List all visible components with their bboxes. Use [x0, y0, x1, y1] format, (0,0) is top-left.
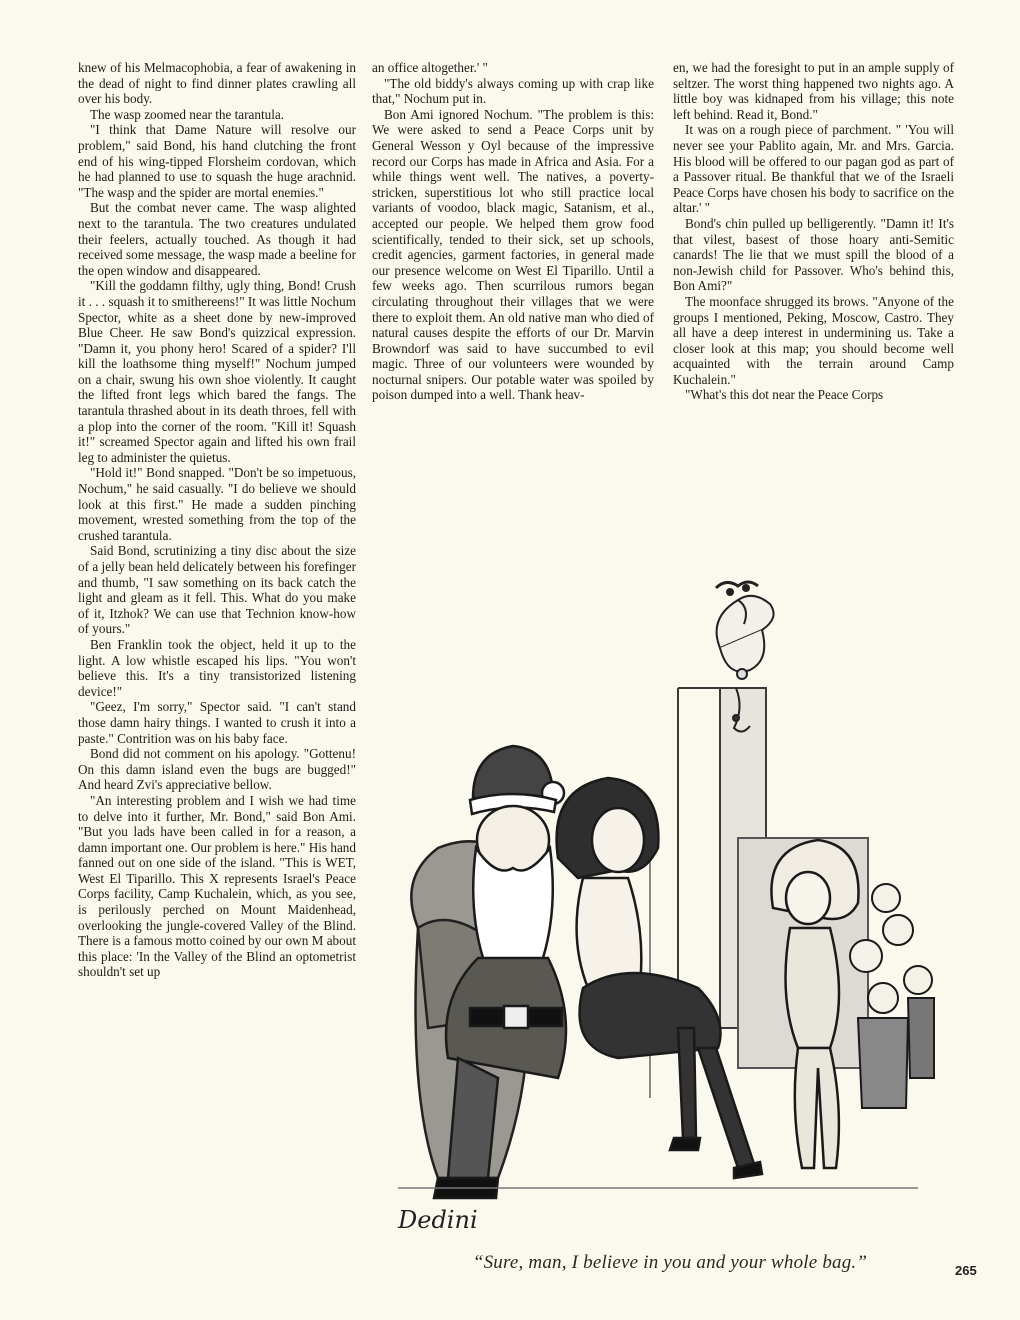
paragraph: knew of his Melmacophobia, a fear of awakening in the dead of night to find dinner plates crawling all over his body. — [78, 60, 356, 107]
paragraph: The moonface shrugged its brows. "Anyone of the groups I mentioned, Peking, Moscow, Castro. They all have a deep interest in undermining us. Take a closer look at this map; you should become well acquainted with the terrain around Camp Kuchalein." — [673, 293, 954, 387]
artist-signature: Dedini — [398, 1206, 478, 1234]
paragraph: "Kill the goddamn filthy, ugly thing, Bond! Crush it . . . squash it to smithereens!" It was little Nochum Spector, white as a sheet done by new-improved Blue Cheer. He saw Bond's quizzical expression. "Damn it, you phony hero! Scared of a spider? I'll kill the loathsome thing myself!" Nochum jumped on a chair, swung his own shoe violently. It caught the lifted front legs which bared the fangs. The tarantula thrashed about in its death throes, fell with a plop into the corner of the room. "Kill it! Squash it!" screamed Spector again and lifted his own frail leg to administer the quietus. — [78, 278, 356, 465]
paragraph: "An interesting problem and I wish we had time to delve into it further, Mr. Bond," said Bon Ami. "But you lads have been called in for a reason, a damn important one. Our problem is here." His hand fanned out on one side of the island. "This is WET, West El Tiparillo. This X represents Israel's Peace Corps facility, Camp Kuchalein, which, as you see, is perilously perched on Mount Maidenhead, overlooking the jungle-covered Valley of the Blind. There is a famous motto coined by our own M about this place: 'In the Valley of the Blind an optometrist shouldn't set up — [78, 792, 356, 980]
paragraph: en, we had the foresight to put in an ample supply of seltzer. The worst thing happened two nights ago. A little boy was kidnaped from his village; this note left behind. Read it, Bond." — [673, 60, 954, 122]
page-number: 265 — [955, 1263, 977, 1278]
paragraph: "Geez, I'm sorry," Spector said. "I can't stand those damn hairy things. I wanted to crush it into a paste." Contrition was on his baby face. — [78, 699, 356, 746]
paragraph: "The old biddy's always coming up with crap like that," Nochum put in. — [372, 75, 654, 107]
cartoon-caption: “Sure, man, I believe in you and your whole bag.” — [472, 1252, 868, 1273]
cartoon-illustration — [378, 578, 938, 1238]
paragraph: Bond's chin pulled up belligerently. "Damn it! It's that vilest, basest of those hoary anti-Semitic canards! The lie that we must spill the blood of a non-Jewish child for Passover. Who's behind this, Bon Ami?" — [673, 215, 954, 294]
paragraph: Bon Ami ignored Nochum. "The problem is this: We were asked to send a Peace Corps unit by General Wesson y Oyl because of the impressive record our Corps has made in Africa and Asia. For a while things went well. The natives, a poverty-stricken, superstitious lot who still practice local variants of voodoo, black magic, Satanism, et al., accepted our people. We helped them grow food scientifically, tended to their sick, set up schools, credit agencies, garment factories, in general made our presence welcome on West El Tiparillo. Until a few weeks ago. Then scurrilous rumors began circulating throughout their villages that we were there to exploit them. An old native man who died of natural causes despite the efforts of our Dr. Marvin Browndorf was said to have succumbed to evil magic. Three of our volunteers were wounded by nocturnal snipers. Our potable water was spoiled by poison dumped into a well. Thank heav- — [372, 106, 654, 403]
paragraph: an office altogether.' " — [372, 60, 488, 75]
text-column-2 — [372, 60, 654, 403]
paragraph: The wasp zoomed near the tarantula. — [90, 106, 285, 122]
paragraph: Bond did not comment on his apology. "Gottenu! On this damn island even the bugs are bugged!" And heard Zvi's appreciative bellow. — [78, 746, 356, 793]
paragraph: "What's this dot near the Peace Corps — [685, 387, 884, 403]
paragraph: "I think that Dame Nature will resolve our problem," said Bond, his hand clutching the front end of his wing-tipped Florsheim cordovan, which he had planned to use to squash the huge arachnid. "The wasp and the spider are mortal enemies." — [78, 122, 356, 200]
paragraph: "Hold it!" Bond snapped. "Don't be so impetuous, Nochum," he said casually. "I do believe we should look at this first." He made a sudden pinching movement, wrested something from the top of the crushed tarantula. — [78, 465, 356, 543]
paragraph: But the combat never came. The wasp alighted next to the tarantula. The two creatures undulated their feelers, actually touched. As though it had received some message, the wasp made a beeline for the open window and disappeared. — [78, 200, 356, 278]
text-column-1 — [78, 60, 356, 980]
paragraph: Said Bond, scrutinizing a tiny disc about the size of a jelly bean held delicately between his forefinger and thumb, "I saw something on its back catch the light and gleam as it fell. This. What do you make of it, Itzhok? We can use that Technion know-how of yours." — [78, 543, 356, 637]
paragraph: Ben Franklin took the object, held it up to the light. A low whistle escaped his lips. "You won't believe this. It's a tiny transistorized listening device!" — [78, 636, 356, 699]
text-column-3 — [673, 60, 954, 403]
paragraph: It was on a rough piece of parchment. " 'You will never see your Pablito again, Mr. and Mrs. Garcia. His blood will be offered to our pagan god as part of a Passover ritual. Be thankful that we of the Israeli Peace Corps have chosen his body to sacrifice on the altar.' " — [673, 122, 954, 216]
